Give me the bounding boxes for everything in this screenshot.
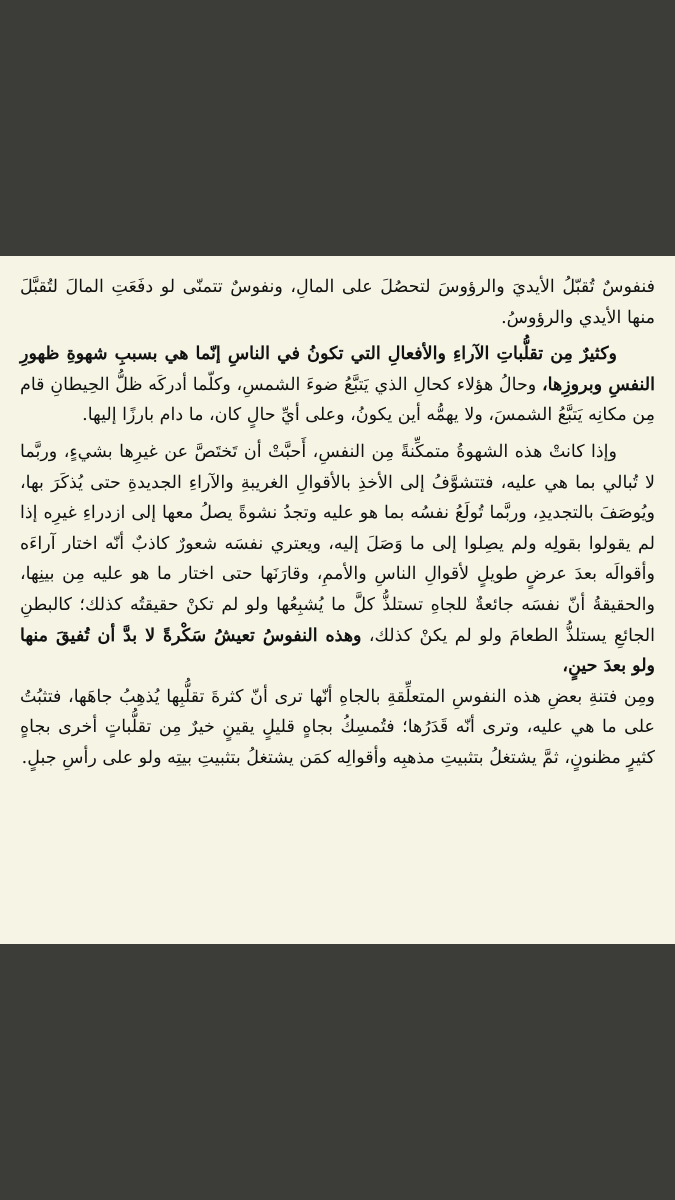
page-text (20, 272, 655, 774)
paragraph-2-text: وحالُ هؤلاء كحالِ الذي يَتبَّعُ ضوءَ الشمسِ، وكلّما أدركَه ظلُّ الحِيطانِ قام مِن مكانِه يَتبَّعُ الشمسَ، ولا يهمُّه أين يكونُ، وعلى أيِّ حالٍ كان، ما دام بارزًا إليها. (20, 374, 655, 426)
paragraph-3 (20, 437, 655, 682)
paragraph-4: ومِن فتنةِ بعضِ هذه النفوسِ المتعلِّقةِ بالجاهِ أنّها ترى أنّ كثرةَ تقلُّبِها يُذهِبُ جاهَها، فتثبُتُ على ما هي عليه، وترى أنّه قَدَرُها؛ فتُمسِكُ بجاهٍ قليلٍ يقينٍ خيرٌ مِن تقلُّباتٍ أخرى بجاهٍ كثيرٍ مظنونٍ، ثمَّ يشتغلُ بتثبيتِ مذهبِه وأقوالِه كمَن يشتغلُ بتثبيتِ بيتِه ولو على رأسِ جبلٍ. (20, 686, 655, 768)
paragraph-2 (20, 339, 655, 431)
paragraph-1: فنفوسٌ تُقبّلُ الأيديَ والرؤوسَ لتحصُلَ على المالِ، ونفوسٌ تتمنّى لو دفَعَتِ المالَ لتُقبَّلَ منها الأيدي والرؤوسُ. (20, 277, 655, 328)
paragraph-3-bold-text: وهذه النفوسُ تعيشُ سَكْرةً لا بدَّ أن تُفيقَ منها ولو بعدَ حينٍ، (20, 625, 655, 677)
book-page (0, 256, 675, 944)
paragraph-2-bold-text: وكثيرٌ مِن تقلُّباتِ الآراءِ والأفعالِ التي تكونُ في الناسِ إنّما هي بسببِ شهوةِ ظهورِ النفسِ وبروزِها، (20, 344, 655, 395)
paragraph-3-text: وإذا كانتْ هذه الشهوةُ متمكِّنةً مِن النفسِ، أَحبَّتْ أن تَختَصَّ عن غيرِها بشيءٍ، وربَّما لا تُبالي بما هي عليه، فتتشوَّفُ إلى الأخذِ بالأقوالِ الغريبةِ والآراءِ الجديدةِ حتى يُذكَرَ بها، ويُوصَفَ بالتجديدِ، وربَّما تُولَعُ نفسُه بما هو عليه وتجدُ نشوةً يصلُ معها إلى ازدراءِ غيرِه إذا لم يقولوا بقولِه ولم يصِلوا إلى ما وَصَلَ إليه، ويعتري نفسَه شعورٌ كاذبٌ أنّه اختار آراءَه وأقوالَه بعدَ عرضٍ طويلٍ لأقوالِ الناسِ والأممِ، وقارَنَها حتى اختار ما هو عليه مِن بينِها، والحقيقةُ أنّ نفسَه جائعةٌ للجاهِ تستلذُّ كلَّ ما يُشبِعُها ولو لم تكنْ حقيقتُه كذلك؛ كالبطنِ الجائعِ يستلذُّ الطعامَ ولو لم يكنْ كذلك، (20, 441, 655, 646)
